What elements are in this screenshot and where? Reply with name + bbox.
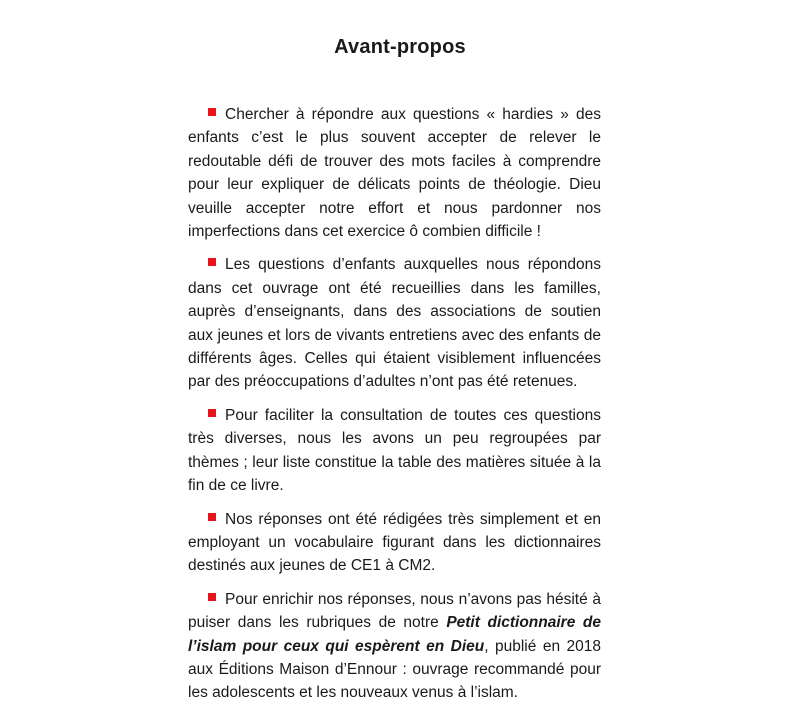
- paragraph-5: [188, 588, 601, 705]
- paragraph-2: [188, 253, 601, 393]
- paragraph-text-after: , publié en 2018 aux Éditions Maison d’Ennour : ouvrage recommandé pour les adolescents et les nouveaux venus à l’islam.: [188, 637, 601, 702]
- red-square-icon: [208, 593, 216, 601]
- paragraph-text: Les questions d’enfants auxquelles nous répondons dans cet ouvrage ont été recueillies dans les familles, auprès d’enseignants, dans des associations de soutien aux jeunes et lors de vivants entretiens avec des enfants de différents âges. Celles qui étaient visiblement influencées par des préoccupations d’adultes n’ont pas été retenues.: [188, 256, 601, 391]
- page-title: Avant-propos: [334, 36, 466, 58]
- red-square-icon: [208, 108, 216, 116]
- paragraph-1: [188, 103, 601, 243]
- paragraph-text: Nos réponses ont été rédigées très simplement et en employant un vocabulaire figurant dans les dictionnaires destinés aux jeunes de CE1 à CM2.: [188, 510, 601, 575]
- paragraph-text-before: Pour enrichir nos réponses, nous n’avons pas hésité à puiser dans les rubriques de notre: [188, 590, 601, 632]
- red-square-icon: [208, 513, 216, 521]
- red-square-icon: [208, 409, 216, 417]
- paragraph-3: [188, 404, 601, 498]
- red-square-icon: [208, 258, 216, 266]
- book-title: Petit dictionnaire de l’islam pour ceux qui espèrent en Dieu: [188, 614, 601, 655]
- foreword-body: [188, 103, 601, 715]
- paragraph-4: [188, 508, 601, 578]
- paragraph-text: Pour faciliter la consultation de toutes ces questions très diverses, nous les avons un peu regroupées par thèmes ; leur liste constitue la table des matières située à la fin de ce livre.: [188, 406, 601, 495]
- paragraph-text: Chercher à répondre aux questions « hardies » des enfants c’est le plus souvent accepter de relever le redoutable défi de trouver des mots faciles à comprendre pour leur expliquer de délicats points de théologie. Dieu veuille accepter notre effort et nous pardonner nos imperfections dans cet exercice ô combien difficile !: [188, 106, 601, 241]
